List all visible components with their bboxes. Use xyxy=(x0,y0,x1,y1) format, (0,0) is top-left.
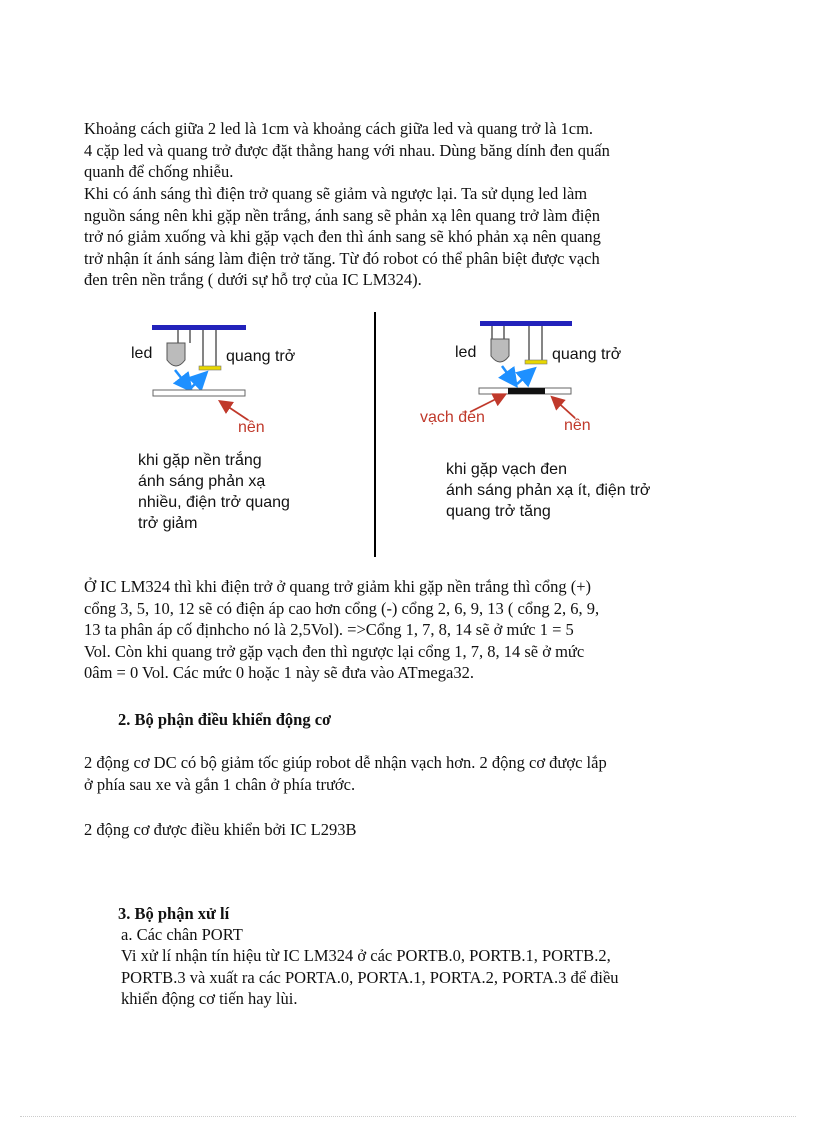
text-line: trở nhận ít ánh sáng làm điện trở tăng. Từ đó robot có thể phân biệt được vạch xyxy=(84,248,600,268)
led-label: led xyxy=(455,344,477,361)
text-line: Vi xử lí nhận tín hiệu từ IC LM324 ở các PORTB.0, PORTB.1, PORTB.2, xyxy=(121,946,611,965)
caption-line: khi gặp nền trắng xyxy=(138,452,262,469)
section-2-heading: 2. Bộ phận điều khiển động cơ xyxy=(118,710,332,729)
section-3-heading: 3. Bộ phận xử lí xyxy=(118,904,230,923)
paragraph-lm324 xyxy=(84,576,724,684)
caption-line: nhiều, điện trở quang xyxy=(138,494,290,511)
text-line: cổng 3, 5, 10, 12 sẽ có điện áp cao hơn cổng (-) cổng 2, 6, 9, 13 ( cổng 2, 6, 9, xyxy=(84,598,600,618)
photoresistor xyxy=(525,360,547,364)
photoresistor xyxy=(199,366,221,370)
text-line: 2 động cơ DC có bộ giảm tốc giúp robot dễ nhận vạch hơn. 2 động cơ được lắp xyxy=(84,753,607,772)
paragraph-motor-driver xyxy=(84,819,724,841)
photoresistor-label: quang trở xyxy=(226,348,296,365)
text-line: trở nó giảm xuống và khi gặp vạch đen thì ánh sang sẽ khó phản xạ nên quang xyxy=(84,227,601,246)
text-line: Vol. Còn khi quang trở gặp vạch đen thì ngược lại cổng 1, 7, 8, 14 sẽ ở mức xyxy=(84,641,585,661)
led-body xyxy=(167,343,185,366)
sensor-diagram xyxy=(0,300,816,570)
light-ray-reflected xyxy=(517,370,533,384)
text-line: 0âm = 0 Vol. Các mức 0 hoặc 1 này sẽ đưa vào ATmega32. xyxy=(84,663,474,682)
text-line: a. Các chân PORT xyxy=(121,925,243,944)
led-label: led xyxy=(131,345,153,362)
left-panel xyxy=(152,325,248,420)
text-line: 4 cặp led và quang trở được đặt thẳng hang với nhau. Dùng băng dính đen quấn xyxy=(84,140,610,160)
left-caption xyxy=(138,450,290,534)
light-ray-incident xyxy=(175,370,190,389)
caption-line: ánh sáng phản xạ xyxy=(138,473,266,490)
photoresistor-label: quang trở xyxy=(552,346,622,363)
caption-line: ánh sáng phản xạ ít, điện trở xyxy=(446,482,651,499)
text-line: nguồn sáng nên khi gặp nền trắng, ánh sang sẽ phản xạ lên quang trở làm điện xyxy=(84,205,600,225)
paragraph-light-principle xyxy=(84,183,724,291)
caption-line: khi gặp vạch đen xyxy=(446,461,567,478)
mounting-bar xyxy=(480,321,572,326)
black-line xyxy=(508,388,545,394)
text-line: khiển động cơ tiến hay lùi. xyxy=(121,989,298,1008)
mounting-bar xyxy=(152,325,246,330)
white-surface xyxy=(153,390,245,396)
text-line: Ở IC LM324 thì khi điện trở ở quang trở giảm khi gặp nền trắng thì cổng (+) xyxy=(84,577,592,596)
paragraph-ports xyxy=(121,945,741,1010)
text-line: Khoảng cách giữa 2 led là 1cm và khoảng cách giữa led và quang trở là 1cm. xyxy=(84,119,594,138)
text-line: Khi có ánh sáng thì điện trở quang sẽ giảm và ngược lại. Ta sử dụng led làm xyxy=(84,184,588,203)
light-ray-reflected xyxy=(190,374,205,389)
right-panel xyxy=(470,321,575,418)
text-line: PORTB.3 và xuất ra các PORTA.0, PORTA.1, PORTA.2, PORTA.3 để điều xyxy=(121,967,619,987)
text-line: 2 động cơ được điều khiển bởi IC L293B xyxy=(84,820,357,839)
paragraph-led-spacing xyxy=(84,118,724,183)
text-line: 13 ta phân áp cố địnhcho nó là 2,5Vol). =>Cổng 1, 7, 8, 14 sẽ ở mức 1 = 5 xyxy=(84,620,574,639)
right-caption xyxy=(446,459,650,522)
led-body xyxy=(491,339,509,362)
text-line: đen trên nền trắng ( dưới sự hỗ trợ của IC LM324). xyxy=(84,270,422,289)
background-label: nền xyxy=(238,419,265,436)
caption-line: trở giảm xyxy=(138,515,198,532)
text-line: ở phía sau xe và gắn 1 chân ở phía trước. xyxy=(84,774,356,794)
sensor-diagram-drawing xyxy=(0,300,816,570)
caption-line: quang trở tăng xyxy=(446,503,551,520)
page-bottom-border xyxy=(20,1116,796,1117)
light-ray-incident xyxy=(502,366,515,384)
paragraph-motors xyxy=(84,752,724,795)
black-line-label: vạch đen xyxy=(420,409,485,426)
sub-heading-ports xyxy=(121,924,761,946)
background-label: nền xyxy=(564,417,591,434)
text-line: quanh để chống nhiễu. xyxy=(84,162,234,181)
